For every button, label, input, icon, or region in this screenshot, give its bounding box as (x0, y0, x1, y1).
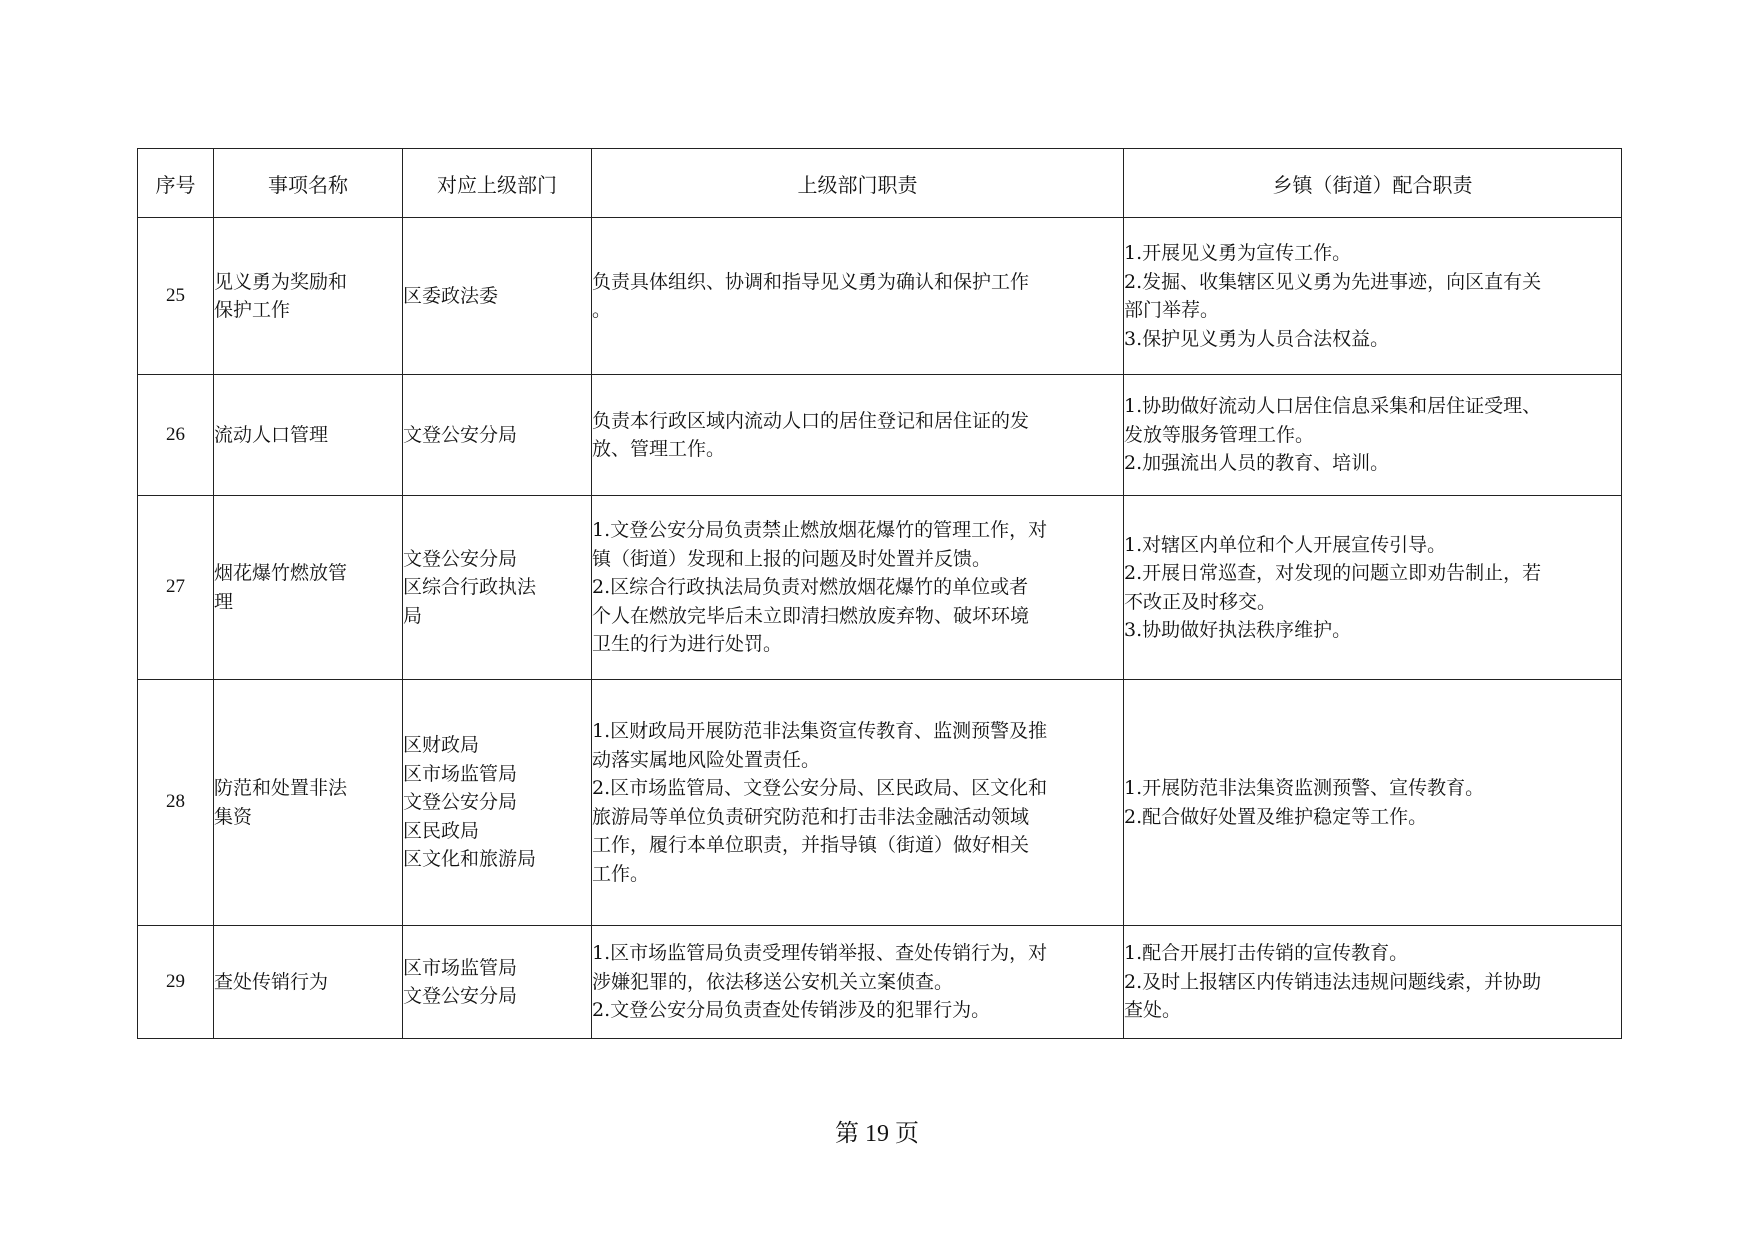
cell-text-line: 理 (214, 590, 234, 613)
cell-text-line: 集资 (214, 805, 253, 828)
cell-text-line: 1.区财政局开展防范非法集资宣传教育、监测预警及推 (592, 720, 1048, 742)
cell-text-line: 1.开展防范非法集资监测预警、宣传教育。 (1124, 777, 1485, 799)
cell-text-line: 不改正及时移交。 (1124, 590, 1277, 613)
cell-text-line: 动落实属地风险处置责任。 (592, 748, 821, 771)
cell-text-line: 个人在燃放完毕后未立即清扫燃放废弃物、破坏环境 (592, 604, 1030, 627)
cell-text-line: 区财政局 (403, 734, 480, 757)
table-row (138, 375, 1622, 496)
cell-text-line: 区民政局 (403, 819, 480, 842)
cell-text-line: 查处传销行为 (214, 970, 329, 993)
town-duty-cell (1124, 680, 1622, 926)
cell-text-line: 部门举荐。 (1124, 299, 1220, 321)
cell-text-line: 文登公安分局 (403, 791, 518, 814)
cell-text-line: 1.区市场监管局负责受理传销举报、查处传销行为，对 (592, 942, 1048, 965)
item-name-cell (214, 218, 403, 375)
cell-text-line: 1.开展见义勇为宣传工作。 (1124, 242, 1352, 264)
cell-text-line: 2.发掘、收集辖区见义勇为先进事迹，向区直有关 (1124, 270, 1542, 293)
cell-text-line: 2.区综合行政执法局负责对燃放烟花爆竹的单位或者 (592, 576, 1029, 599)
table-row (138, 218, 1622, 375)
cell-text-line: 烟花爆竹燃放管 (214, 562, 348, 584)
cell-text-line: 区委政法委 (403, 284, 499, 307)
col-header-town-duty: 乡镇（街道）配合职责 (1124, 149, 1622, 218)
cell-text-line: 发放等服务管理工作。 (1124, 423, 1315, 446)
cell-text-line: 2.区市场监管局、文登公安分局、区民政局、区文化和 (592, 777, 1048, 799)
table-header-row (138, 149, 1622, 218)
row-number: 29 (138, 926, 214, 1039)
duty-table (137, 148, 1622, 1039)
cell-text-line: 2.开展日常巡查，对发现的问题立即劝告制止，若 (1124, 562, 1542, 584)
upper-dept-cell (403, 926, 592, 1039)
cell-text-line: 保护工作 (214, 299, 291, 321)
table-body (138, 218, 1622, 1039)
cell-text-line: 文登公安分局 (403, 547, 518, 570)
col-header-item-name: 事项名称 (214, 149, 403, 218)
cell-text-line: 3.保护见义勇为人员合法权益。 (1124, 327, 1390, 350)
town-duty-cell (1124, 926, 1622, 1039)
cell-text-line: 1.协助做好流动人口居住信息采集和居住证受理、 (1124, 395, 1542, 418)
col-header-no: 序号 (138, 149, 214, 218)
cell-text-line: 流动人口管理 (214, 423, 329, 446)
upper-duty-cell (592, 496, 1124, 680)
cell-text-line: 3.协助做好执法秩序维护。 (1124, 619, 1352, 641)
cell-text-line: 1.对辖区内单位和个人开展宣传引导。 (1124, 533, 1447, 556)
upper-duty-cell (592, 926, 1124, 1039)
table-row (138, 680, 1622, 926)
cell-text-line: 2.加强流出人员的教育、培训。 (1124, 452, 1390, 475)
cell-text-line: 区综合行政执法 (403, 576, 537, 599)
cell-text-line: 文登公安分局 (403, 423, 518, 446)
upper-duty-cell (592, 680, 1124, 926)
page-number: 第 19 页 (835, 1121, 919, 1147)
upper-duty-cell (592, 375, 1124, 496)
table-row (138, 926, 1622, 1039)
cell-text-line: 查处。 (1124, 999, 1182, 1022)
cell-text-line: 防范和处置非法 (214, 777, 348, 799)
row-number: 28 (138, 680, 214, 926)
upper-duty-cell (592, 218, 1124, 375)
town-duty-cell (1124, 375, 1622, 496)
upper-dept-cell (403, 680, 592, 926)
cell-text-line: 2.配合做好处置及维护稳定等工作。 (1124, 805, 1428, 828)
item-name-cell (214, 926, 403, 1039)
item-name-cell (214, 496, 403, 680)
cell-text-line: 文登公安分局 (403, 985, 518, 1007)
upper-dept-cell (403, 218, 592, 375)
upper-dept-cell (403, 496, 592, 680)
cell-text-line: 负责本行政区域内流动人口的居住登记和居住证的发 (592, 409, 1030, 432)
cell-text-line: 区市场监管局 (403, 956, 518, 979)
town-duty-cell (1124, 218, 1622, 375)
col-header-upper-dept: 对应上级部门 (403, 149, 592, 218)
table-row (138, 496, 1622, 680)
row-number: 26 (138, 375, 214, 496)
cell-text-line: 区文化和旅游局 (403, 848, 537, 871)
cell-text-line: 2.及时上报辖区内传销违法违规问题线索，并协助 (1124, 970, 1542, 993)
town-duty-cell (1124, 496, 1622, 680)
upper-dept-cell (403, 375, 592, 496)
cell-text-line: 负责具体组织、协调和指导见义勇为确认和保护工作 (592, 270, 1030, 293)
cell-text-line: 见义勇为奖励和 (214, 270, 348, 293)
cell-text-line: 旅游局等单位负责研究防范和打击非法金融活动领域 (592, 805, 1030, 828)
cell-text-line: 局 (403, 604, 423, 627)
row-number: 25 (138, 218, 214, 375)
cell-text-line: 镇（街道）发现和上报的问题及时处置并反馈。 (592, 547, 992, 570)
item-name-cell (214, 375, 403, 496)
cell-text-line: 区市场监管局 (403, 762, 518, 785)
cell-text-line: 1.配合开展打击传销的宣传教育。 (1124, 942, 1409, 965)
cell-text-line: 涉嫌犯罪的，依法移送公安机关立案侦查。 (592, 970, 954, 993)
cell-text-line: 工作，履行本单位职责，并指导镇（街道）做好相关 (592, 834, 1030, 856)
cell-text-line: 2.文登公安分局负责查处传销涉及的犯罪行为。 (592, 999, 991, 1022)
row-number: 27 (138, 496, 214, 680)
cell-text-line: 工作。 (592, 862, 650, 885)
col-header-upper-duty: 上级部门职责 (592, 149, 1124, 218)
cell-text-line: 放、管理工作。 (592, 438, 726, 460)
cell-text-line: 。 (592, 299, 612, 321)
item-name-cell (214, 680, 403, 926)
cell-text-line: 1.文登公安分局负责禁止燃放烟花爆竹的管理工作，对 (592, 519, 1048, 542)
cell-text-line: 卫生的行为进行处罚。 (592, 633, 783, 656)
